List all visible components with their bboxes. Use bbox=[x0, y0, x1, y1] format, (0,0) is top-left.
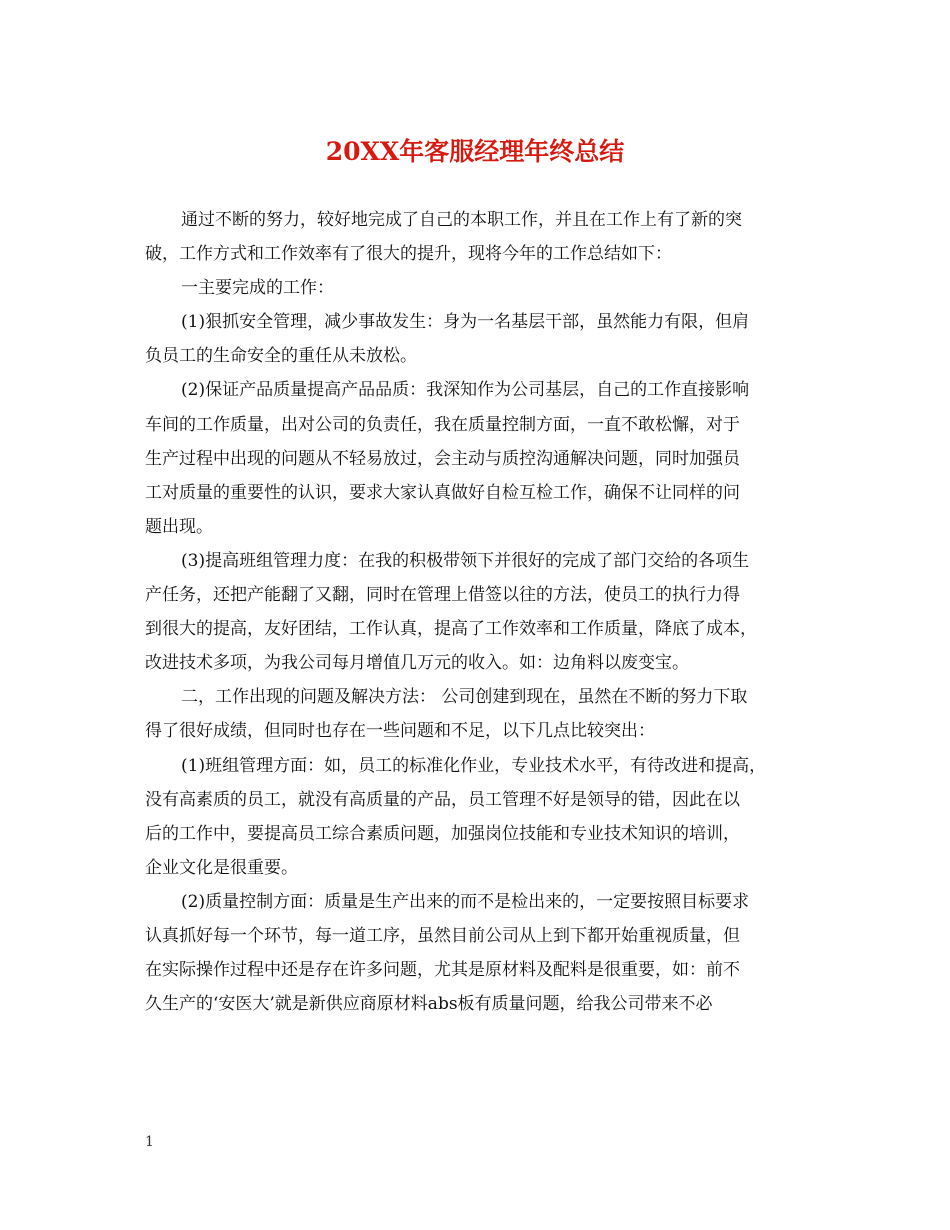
text-line: 题出现。 bbox=[145, 516, 213, 537]
text-line: 到很大的提高，友好团结，工作认真，提高了工作效率和工作质量，降底了成本， bbox=[145, 619, 757, 640]
text-line: 工对质量的重要性的认识，要求大家认真做好自检互检工作，确保不让同样的问 bbox=[145, 482, 740, 503]
text-line: (3)提高班组管理力度：在我的积极带领下并很好的完成了部门交给的各项生 bbox=[181, 550, 750, 571]
text-line: 改进技术多项，为我公司每月增值几万元的收入。如：边角料以废变宝。 bbox=[145, 653, 689, 674]
text-line: (2)质量控制方面：质量是生产出来的而不是检出来的，一定要按照目标要求 bbox=[181, 891, 750, 912]
text-line: 没有高素质的员工，就没有高质量的产品，员工管理不好是领导的错，因此在以 bbox=[145, 789, 740, 810]
text-line: 产任务，还把产能翻了又翻，同时在管理上借签以往的方法，使员工的执行力得 bbox=[145, 585, 740, 606]
text-line: 在实际操作过程中还是存在许多问题，尤其是原材料及配料是很重要，如：前不 bbox=[145, 960, 740, 981]
text-line: (2)保证产品质量提高产品品质：我深知作为公司基层，自己的工作直接影响 bbox=[181, 380, 750, 401]
text-line: 认真抓好每一个环节，每一道工序，虽然目前公司从上到下都开始重视质量，但 bbox=[145, 925, 740, 946]
text-line: (1)班组管理方面：如，员工的标准化作业，专业技术水平，有待改进和提高， bbox=[181, 755, 767, 776]
text-line: 负员工的生命安全的重任从未放松。 bbox=[145, 346, 417, 367]
text-line: (1)狠抓安全管理，减少事故发生：身为一名基层干部，虽然能力有限，但肩 bbox=[181, 312, 750, 333]
page-number: 1 bbox=[145, 1134, 154, 1150]
text-line: 二，工作出现的问题及解决方法： 公司创建到现在，虽然在不断的努力下取 bbox=[181, 687, 748, 708]
text-line: 一主要完成的工作： bbox=[181, 278, 334, 299]
text-line: 破，工作方式和工作效率有了很大的提升，现将今年的工作总结如下： bbox=[145, 244, 672, 265]
document-body bbox=[145, 203, 810, 1021]
text-line: 企业文化是很重要。 bbox=[145, 857, 298, 878]
text-line: 生产过程中出现的问题从不轻易放过，会主动与质控沟通解决问题，同时加强员 bbox=[145, 448, 740, 469]
document-title: 20XX年客服经理年终总结 bbox=[325, 137, 625, 166]
text-line: 得了很好成绩，但同时也存在一些问题和不足，以下几点比较突出： bbox=[145, 721, 655, 742]
text-line: 车间的工作质量，出对公司的负责任，我在质量控制方面，一直不敢松懈，对于 bbox=[145, 414, 740, 435]
text-line: 通过不断的努力，较好地完成了自己的本职工作，并且在工作上有了新的突 bbox=[181, 210, 742, 230]
text-line: 后的工作中，要提高员工综合素质问题，加强岗位技能和专业技术知识的培训， bbox=[145, 823, 740, 844]
text-line: 久生产的‘安医大’就是新供应商原材料abs板有质量问题，给我公司带来不必 bbox=[145, 994, 713, 1015]
